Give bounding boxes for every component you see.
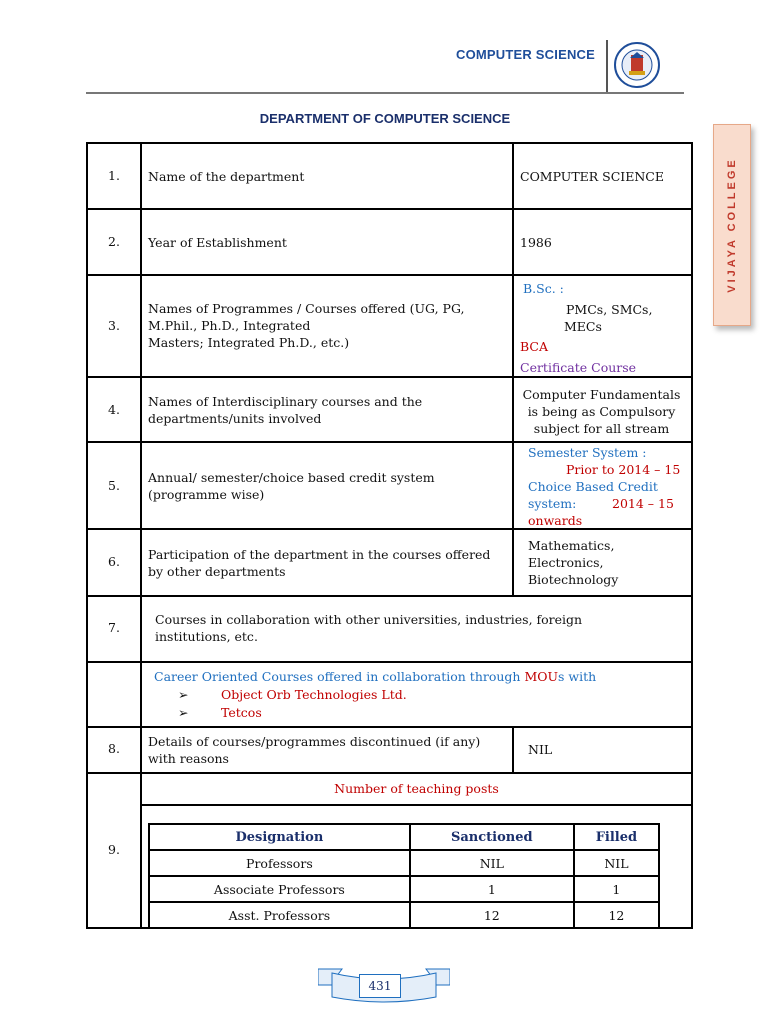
teaching-posts-heading: Number of teaching posts bbox=[334, 781, 499, 796]
row-divider bbox=[88, 772, 691, 774]
programme-bsc-detail: MECs bbox=[564, 319, 602, 334]
row-number: 8. bbox=[108, 741, 120, 756]
table-cell: Asst. Professors bbox=[149, 902, 410, 928]
table-row bbox=[149, 902, 659, 928]
row-label: institutions, etc. bbox=[155, 629, 258, 644]
row-label: Name of the department bbox=[148, 169, 305, 184]
row-divider bbox=[88, 208, 691, 210]
cbcs-onwards: onwards bbox=[528, 513, 583, 528]
column-header: Sanctioned bbox=[410, 824, 574, 850]
row-divider bbox=[88, 595, 691, 597]
header-divider bbox=[606, 40, 608, 92]
table-cell: NIL bbox=[410, 850, 574, 876]
table-cell: 12 bbox=[410, 902, 574, 928]
row-divider bbox=[140, 804, 691, 806]
row-number: 5. bbox=[108, 478, 120, 493]
row-label: departments/units involved bbox=[148, 411, 322, 426]
row-label: by other departments bbox=[148, 564, 286, 579]
table-cell: 1 bbox=[574, 876, 659, 902]
career-courses-suffix: s with bbox=[558, 669, 597, 684]
row-divider bbox=[88, 376, 691, 378]
row-divider bbox=[88, 441, 691, 443]
teaching-posts-table bbox=[148, 823, 660, 929]
column-divider bbox=[512, 144, 514, 595]
arrow-bullet-icon: ➢ bbox=[178, 687, 189, 702]
row-label: (programme wise) bbox=[148, 487, 265, 502]
row-label: Courses in collaboration with other universities, industries, foreign bbox=[155, 612, 583, 627]
side-college-label: VIJAYA COLLEGE bbox=[726, 157, 738, 293]
cbcs-system: Choice Based Credit bbox=[528, 479, 658, 494]
row-value: Biotechnology bbox=[528, 572, 619, 587]
row-value: Mathematics, bbox=[528, 538, 615, 553]
row-label: Participation of the department in the courses offered bbox=[148, 547, 491, 562]
row-divider bbox=[88, 528, 691, 530]
career-courses-text: Career Oriented Courses offered in collaboration through bbox=[154, 669, 525, 684]
row-value: is being as Compulsory bbox=[527, 404, 676, 419]
side-college-tab bbox=[713, 124, 751, 326]
row-value: Electronics, bbox=[528, 555, 604, 570]
row-label: M.Phil., Ph.D., Integrated bbox=[148, 318, 311, 333]
row-label: Names of Interdisciplinary courses and the bbox=[148, 394, 423, 409]
row-value: COMPUTER SCIENCE bbox=[520, 169, 665, 184]
row-number: 9. bbox=[108, 842, 120, 857]
row-number: 7. bbox=[108, 620, 120, 635]
row-label: Year of Establishment bbox=[148, 235, 287, 250]
programme-certificate: Certificate Course bbox=[520, 360, 637, 375]
table-row bbox=[149, 850, 659, 876]
partner-item: Object Orb Technologies Ltd. bbox=[221, 687, 407, 702]
college-logo bbox=[614, 42, 660, 88]
programme-bsc-detail: PMCs, SMCs, bbox=[566, 302, 653, 317]
column-divider bbox=[140, 144, 142, 927]
arrow-bullet-icon: ➢ bbox=[178, 705, 189, 720]
row-label: Details of courses/programmes discontinued (if any) bbox=[148, 734, 481, 749]
row-value: 1986 bbox=[520, 235, 552, 250]
column-divider bbox=[512, 726, 514, 772]
row-label: Masters; Integrated Ph.D., etc.) bbox=[148, 335, 350, 350]
row-number: 3. bbox=[108, 318, 120, 333]
table-cell: 12 bbox=[574, 902, 659, 928]
career-courses-heading bbox=[154, 668, 596, 685]
row-divider bbox=[88, 726, 691, 728]
row-value: Computer Fundamentals bbox=[522, 387, 681, 402]
row-number: 4. bbox=[108, 402, 120, 417]
header-rule bbox=[86, 92, 684, 94]
career-courses-mou: MOU bbox=[524, 669, 559, 684]
column-header: Filled bbox=[574, 824, 659, 850]
table-row bbox=[149, 876, 659, 902]
programme-bca: BCA bbox=[520, 339, 549, 354]
row-value: subject for all stream bbox=[533, 421, 670, 436]
row-divider bbox=[88, 274, 691, 276]
table-header-row bbox=[149, 824, 659, 850]
row-number: 6. bbox=[108, 554, 120, 569]
department-table bbox=[86, 142, 693, 929]
column-header: Designation bbox=[149, 824, 410, 850]
page-number: 431 bbox=[359, 974, 401, 998]
cbcs-system: system: bbox=[528, 496, 577, 511]
partner-item: Tetcos bbox=[221, 705, 262, 720]
row-number: 1. bbox=[108, 168, 120, 183]
document-title: DEPARTMENT OF COMPUTER SCIENCE bbox=[259, 111, 511, 126]
cbcs-period: 2014 – 15 bbox=[612, 496, 674, 511]
programme-bsc: B.Sc. : bbox=[523, 281, 564, 296]
row-label: Annual/ semester/choice based credit system bbox=[148, 470, 435, 485]
row-label: Names of Programmes / Courses offered (UG, PG, bbox=[148, 301, 465, 316]
header-title: COMPUTER SCIENCE bbox=[456, 47, 595, 62]
semester-period: Prior to 2014 – 15 bbox=[566, 462, 681, 477]
table-cell: Associate Professors bbox=[149, 876, 410, 902]
row-number: 2. bbox=[108, 234, 120, 249]
row-value: NIL bbox=[528, 742, 553, 757]
table-cell: Professors bbox=[149, 850, 410, 876]
row-label: with reasons bbox=[148, 751, 229, 766]
row-divider bbox=[88, 661, 691, 663]
table-cell: NIL bbox=[574, 850, 659, 876]
table-cell: 1 bbox=[410, 876, 574, 902]
semester-system: Semester System : bbox=[528, 445, 647, 460]
